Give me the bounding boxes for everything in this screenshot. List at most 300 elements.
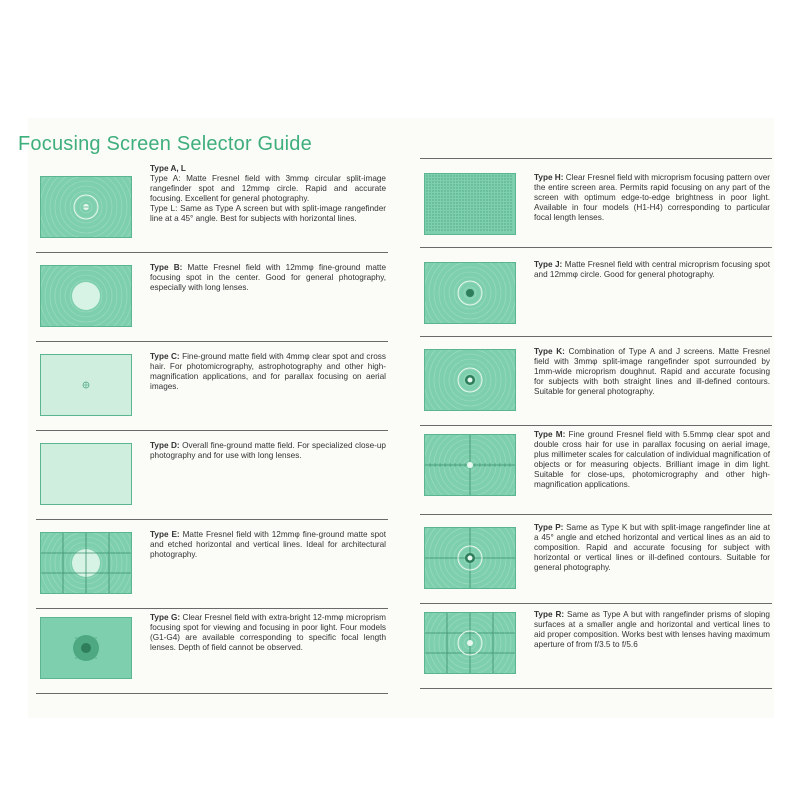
screen-r-description (534, 610, 770, 650)
microprism-dot (80, 657, 81, 658)
microprism-dot (83, 640, 84, 641)
microprism-dot (75, 657, 76, 658)
microprism-dot (435, 181, 436, 182)
microprism-dot (435, 202, 436, 203)
microprism-dot (480, 226, 481, 227)
microprism-dot (492, 190, 493, 191)
microprism-dot (504, 190, 505, 191)
microprism-dot (498, 181, 499, 182)
screen-a-illustration (40, 176, 132, 238)
microprism-dot (78, 642, 79, 643)
microprism-dot (489, 214, 490, 215)
microprism-dot (459, 181, 460, 182)
microprism-dot (453, 205, 454, 206)
microprism-dot (498, 175, 499, 176)
microprism-dot (441, 184, 442, 185)
microprism-dot (429, 205, 430, 206)
microprism-dot (432, 202, 433, 203)
microprism-dot (501, 190, 502, 191)
microprism-dot (465, 181, 466, 182)
screen-pattern-m (425, 435, 515, 495)
microprism-dot (507, 193, 508, 194)
microprism-dot (444, 211, 445, 212)
right-column (420, 158, 772, 689)
microprism-dot (426, 193, 427, 194)
microprism-dot (468, 217, 469, 218)
microprism-dot (489, 211, 490, 212)
microprism-dot (450, 184, 451, 185)
microprism-dot (456, 223, 457, 224)
microprism-dot (504, 205, 505, 206)
screen-d-heading: Type D: (150, 441, 180, 450)
microprism-dot (447, 190, 448, 191)
microprism-dot (444, 178, 445, 179)
microprism-dot (441, 217, 442, 218)
microprism-dot (471, 214, 472, 215)
microprism-dot (426, 226, 427, 227)
microprism-dot (441, 229, 442, 230)
microprism-dot (495, 226, 496, 227)
microprism-dot (447, 211, 448, 212)
microprism-dot (471, 229, 472, 230)
microprism-dot (438, 223, 439, 224)
microprism-dot (477, 190, 478, 191)
microprism-dot (426, 199, 427, 200)
microprism-dot (471, 184, 472, 185)
microprism-dot (480, 220, 481, 221)
microprism-dot (438, 229, 439, 230)
screen-e-illustration (40, 532, 132, 594)
microprism-dot (462, 184, 463, 185)
screen-k-text: Combination of Type A and J screens. Matte Fresnel field with 3mmφ split-image rangefinder spot surrounded by 1mm-wide microprism doughnut. Rapid and accurate focusing for subjects with both straight lines and ill-defined contours. Suitable for general photography. (534, 347, 770, 396)
microprism-dot (480, 217, 481, 218)
microprism-dot (468, 205, 469, 206)
microprism-dot (492, 202, 493, 203)
microprism-dot (498, 211, 499, 212)
microprism-dot (453, 178, 454, 179)
microprism-dot (459, 208, 460, 209)
microprism-dot (492, 184, 493, 185)
microprism-dot (480, 229, 481, 230)
microprism-dot (438, 196, 439, 197)
microprism-dot (471, 178, 472, 179)
microprism-dot (504, 193, 505, 194)
screen-m-description (534, 430, 770, 490)
microprism-dot (453, 214, 454, 215)
microprism-dot (477, 178, 478, 179)
microprism-dot (486, 211, 487, 212)
microprism-dot (426, 190, 427, 191)
microprism-dot (480, 223, 481, 224)
microprism-dot (456, 184, 457, 185)
microprism-dot (444, 190, 445, 191)
microprism-dot (438, 181, 439, 182)
microprism-dot (93, 645, 94, 646)
microprism-dot (507, 223, 508, 224)
microprism-dot (486, 223, 487, 224)
microprism-dot (453, 199, 454, 200)
microprism-dot (510, 184, 511, 185)
microprism-dot (510, 217, 511, 218)
screen-h-illustration (424, 173, 516, 235)
screen-entry-g (36, 609, 388, 694)
screen-entry-a (36, 158, 388, 253)
microprism-dot (435, 187, 436, 188)
microprism-dot (504, 214, 505, 215)
microprism-dot (489, 196, 490, 197)
microprism-dot (477, 205, 478, 206)
microprism-dot (510, 175, 511, 176)
microprism-dot (426, 184, 427, 185)
microprism-dot (498, 229, 499, 230)
microprism-dot (95, 655, 96, 656)
microprism-dot (78, 652, 79, 653)
microprism-dot (444, 205, 445, 206)
microprism-dot (480, 175, 481, 176)
microprism-dot (465, 202, 466, 203)
microprism-dot (486, 178, 487, 179)
microprism-dot (504, 196, 505, 197)
microprism-dot (510, 229, 511, 230)
microprism-dot (429, 202, 430, 203)
microprism-dot (507, 229, 508, 230)
microprism-dot (498, 223, 499, 224)
microprism-dot (492, 220, 493, 221)
screen-k-description (534, 347, 770, 397)
screen-a-heading: Type A, L (150, 164, 186, 173)
microprism-dot (453, 196, 454, 197)
microprism-dot (507, 190, 508, 191)
microprism-dot (438, 190, 439, 191)
microprism-dot (495, 202, 496, 203)
microprism-dot (93, 657, 94, 658)
microprism-dot (80, 652, 81, 653)
microprism-dot (480, 193, 481, 194)
microprism-dot (95, 637, 96, 638)
microprism-dot (477, 199, 478, 200)
microprism-dot (459, 178, 460, 179)
microprism-dot (432, 178, 433, 179)
microprism-dot (432, 181, 433, 182)
microprism-dot (429, 193, 430, 194)
microprism-dot (474, 196, 475, 197)
microprism-dot (471, 211, 472, 212)
screen-k-illustration (424, 349, 516, 411)
microprism-dot (510, 196, 511, 197)
microprism-dot (462, 214, 463, 215)
microprism-dot (492, 229, 493, 230)
screen-entry-m (420, 426, 772, 515)
microprism-dot (450, 175, 451, 176)
microprism-dot (438, 208, 439, 209)
microprism-dot (459, 217, 460, 218)
microprism-dot (489, 199, 490, 200)
microprism-dot (510, 214, 511, 215)
microprism-dot (462, 175, 463, 176)
microprism-dot (468, 175, 469, 176)
microprism-dot (471, 187, 472, 188)
microprism-dot (444, 184, 445, 185)
microprism-dot (465, 226, 466, 227)
microprism-dot (498, 214, 499, 215)
microprism-dot (489, 229, 490, 230)
microprism-dot (432, 211, 433, 212)
microprism-dot (426, 187, 427, 188)
microprism-dot (432, 229, 433, 230)
microprism-dot (447, 193, 448, 194)
microprism-dot (456, 220, 457, 221)
microprism-dot (75, 647, 76, 648)
microprism-dot (432, 187, 433, 188)
microprism-dot (75, 655, 76, 656)
microprism-dot (486, 220, 487, 221)
microprism-dot (510, 181, 511, 182)
microprism-dot (501, 202, 502, 203)
microprism-dot (456, 208, 457, 209)
microprism-dot (462, 196, 463, 197)
microprism-dot (483, 217, 484, 218)
microprism-dot (486, 175, 487, 176)
microprism-dot (450, 220, 451, 221)
microprism-dot (507, 226, 508, 227)
microprism-dot (459, 220, 460, 221)
microprism-dot (435, 178, 436, 179)
microprism-dot (432, 217, 433, 218)
screen-d-text: Overall fine-ground matte field. For specialized close-up photography and for use with long lenses. (150, 441, 386, 460)
microprism-dot (498, 208, 499, 209)
microprism-dot (489, 187, 490, 188)
microprism-dot (450, 223, 451, 224)
microprism-dot (456, 205, 457, 206)
microprism-dot (498, 220, 499, 221)
microprism-dot (444, 202, 445, 203)
microprism-dot (501, 184, 502, 185)
screen-b-text: Matte Fresnel field with 12mmφ fine-ground matte focusing spot in the center. Good for general photography, especially with long lenses. (150, 263, 387, 292)
microprism-dot (501, 193, 502, 194)
microprism-dot (486, 190, 487, 191)
screen-pattern-r (425, 613, 515, 673)
microprism-dot (95, 645, 96, 646)
microprism-dot (75, 637, 76, 638)
microprism-dot (483, 229, 484, 230)
microprism-dot (465, 190, 466, 191)
microprism-dot (450, 202, 451, 203)
microprism-dot (78, 637, 79, 638)
microprism-dot (510, 223, 511, 224)
microprism-dot (474, 199, 475, 200)
microprism-dot (501, 223, 502, 224)
microprism-dot (474, 187, 475, 188)
microprism-dot (483, 184, 484, 185)
microprism-dot (75, 652, 76, 653)
microprism-dot (85, 655, 86, 656)
microprism-dot (483, 199, 484, 200)
microprism-dot (435, 229, 436, 230)
microprism-dot (504, 175, 505, 176)
microprism-dot (88, 655, 89, 656)
microprism-dot (426, 178, 427, 179)
microprism-dot (429, 229, 430, 230)
microprism-dot (495, 205, 496, 206)
microprism-dot (435, 175, 436, 176)
microprism-dot (492, 223, 493, 224)
microprism-dot (492, 226, 493, 227)
microprism-dot (489, 202, 490, 203)
microprism-dot (492, 211, 493, 212)
microprism-dot (468, 223, 469, 224)
microprism-dot (435, 220, 436, 221)
microprism-dot (474, 208, 475, 209)
microprism-dot (483, 220, 484, 221)
microprism-dot (468, 190, 469, 191)
microprism-dot (435, 211, 436, 212)
microprism-dot (426, 202, 427, 203)
microprism-dot (75, 642, 76, 643)
microprism-dot (438, 175, 439, 176)
microprism-dot (480, 205, 481, 206)
microprism-dot (432, 196, 433, 197)
microprism-dot (441, 211, 442, 212)
microprism-dot (462, 187, 463, 188)
screen-r-heading: Type R: (534, 610, 565, 619)
microprism-dot (477, 181, 478, 182)
microprism-dot (477, 226, 478, 227)
microprism-dot (477, 229, 478, 230)
microprism-dot (498, 184, 499, 185)
page-title: Focusing Screen Selector Guide (18, 133, 312, 155)
microprism-dot (510, 190, 511, 191)
microprism-dot (426, 208, 427, 209)
microprism-dot (435, 190, 436, 191)
microprism-dot (438, 205, 439, 206)
microprism-dot (95, 642, 96, 643)
microprism-dot (465, 220, 466, 221)
screen-a-text: Type A: Matte Fresnel field with 3mmφ circular split-image rangefinder spot and 12mmφ circle. Rapid and accurate focusing. Excellent for general photography. (150, 174, 386, 203)
microprism-dot (507, 214, 508, 215)
microprism-dot (486, 184, 487, 185)
microprism-dot (93, 655, 94, 656)
microprism-dot (462, 202, 463, 203)
microprism-dot (456, 178, 457, 179)
microprism-dot (444, 187, 445, 188)
microprism-dot (489, 175, 490, 176)
microprism-dot (438, 217, 439, 218)
microprism-dot (447, 205, 448, 206)
microprism-dot (78, 647, 79, 648)
microprism-dot (507, 187, 508, 188)
screen-h-description (534, 173, 770, 223)
microprism-dot (453, 223, 454, 224)
microprism-dot (471, 196, 472, 197)
microprism-dot (432, 199, 433, 200)
microprism-dot (450, 211, 451, 212)
microprism-dot (504, 226, 505, 227)
microprism-dot (459, 193, 460, 194)
microprism-dot (456, 226, 457, 227)
microprism-dot (432, 193, 433, 194)
microprism-dot (495, 214, 496, 215)
microprism-dot (471, 199, 472, 200)
microprism-dot (501, 187, 502, 188)
microprism-dot (456, 175, 457, 176)
microprism-dot (438, 220, 439, 221)
microprism-dot (462, 178, 463, 179)
screen-pattern-e (41, 533, 131, 593)
microprism-dot (93, 637, 94, 638)
microprism-dot (462, 190, 463, 191)
microprism-dot (456, 181, 457, 182)
screen-pattern-g (41, 618, 131, 678)
microprism-dot (459, 214, 460, 215)
split-image-spot (468, 556, 473, 561)
microprism-dot (444, 220, 445, 221)
microprism-dot (456, 196, 457, 197)
microprism-dot (441, 202, 442, 203)
microprism-dot (438, 202, 439, 203)
screen-d-illustration (40, 443, 132, 505)
microprism-dot (462, 208, 463, 209)
microprism-dot (444, 208, 445, 209)
microprism-dot (429, 220, 430, 221)
microprism-dot (453, 181, 454, 182)
microprism-dot (504, 199, 505, 200)
microprism-dot (83, 657, 84, 658)
microprism-dot (441, 199, 442, 200)
microprism-dot (465, 196, 466, 197)
microprism-dot (501, 205, 502, 206)
microprism-dot (480, 178, 481, 179)
microprism-dot (83, 637, 84, 638)
microprism-dot (489, 178, 490, 179)
microprism-dot (486, 202, 487, 203)
microprism-dot (435, 226, 436, 227)
microprism-dot (432, 175, 433, 176)
microprism-dot (441, 181, 442, 182)
microprism-dot (504, 220, 505, 221)
microprism-dot (489, 217, 490, 218)
microprism-dot (90, 642, 91, 643)
microprism-dot (501, 196, 502, 197)
microprism-dot (453, 217, 454, 218)
screen-p-heading: Type P: (534, 523, 564, 532)
microprism-dot (435, 217, 436, 218)
microprism-dot (78, 657, 79, 658)
microprism-dot (85, 640, 86, 641)
screen-entry-k (420, 337, 772, 426)
microprism-dot (429, 190, 430, 191)
microprism-dot (483, 211, 484, 212)
microprism-dot (471, 220, 472, 221)
microprism-dot (507, 196, 508, 197)
microprism-dot (480, 187, 481, 188)
microprism-dot (507, 220, 508, 221)
microprism-dot (459, 199, 460, 200)
microprism-dot (483, 202, 484, 203)
microprism-dot (483, 181, 484, 182)
microprism-dot (501, 208, 502, 209)
microprism-dot (495, 211, 496, 212)
microprism-dot (507, 217, 508, 218)
microprism-dot (447, 196, 448, 197)
microprism-dot (426, 214, 427, 215)
screen-d-description (150, 441, 386, 461)
microprism-dot (495, 220, 496, 221)
microprism-dot (462, 199, 463, 200)
microprism-dot (88, 657, 89, 658)
screen-l-text: Type L: Same as Type A screen but with split-image rangefinder line at a 45° angle. Best for subjects with horizontal lines. (150, 204, 386, 223)
microprism-dot (432, 226, 433, 227)
microprism-dot (438, 187, 439, 188)
